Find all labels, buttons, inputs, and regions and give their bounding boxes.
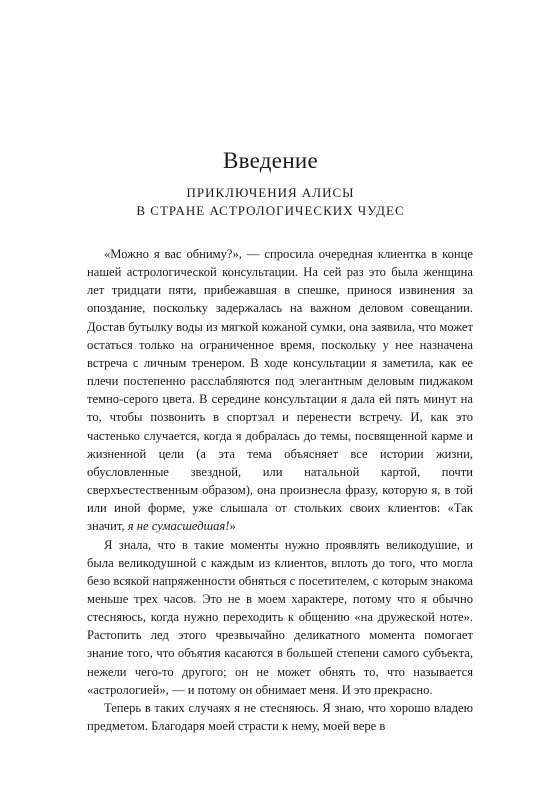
paragraph-2: Я знала, что в такие моменты нужно проявлять великодушие, и была великодушной с каждым из клиентов, вплоть до того, что могла безо всякой напряженности обняться с посетителем, с которым знакома меньше трех часов. Это не в моем характере, потому что я обычно стесняюсь, когда нужно переходить к общению «на дружеской ноте». Растопить лед этого чрезвычайно деликатного момента помогает знание того, что объятия касаются в большей степени самого субъекта, нежели чего-то другого; он не может обнять то, что называется «астрологией», — и потому он обнимает меня. И это прекрасно. <box>87 537 473 697</box>
paragraph-1 <box>87 245 473 536</box>
paragraph-1-text: «Можно я вас обниму?», — спросила очередная клиентка в конце нашей астрологической консультации. На сей раз это была женщина лет тридцати пяти, прибежавшая в спешке, принося извинения за опоздание, поскольку задержалась на важном деловом совещании. Достав бутылку воды из мягкой кожаной сумки, она заявила, что может остаться только на ограниченное время, поскольку у нее назначена встреча с личным тренером. В ходе консультации я заметила, как ее плечи постепенно расслабляются под элегантным деловым пиджаком темно-серого цвета. В середине консультации я дала ей пять минут на то, чтобы позвонить в спортзал и перенести встречу. И, как это частенько случается, когда я добралась до темы, посвященной карме и жизненной цели (а эта тема объясняет все истории жизни, обусловленные звездной, или натальной картой, почти сверхъестественным образом), она произнесла фразу, которую я, в той или иной форме, уже слышала от стольких своих клиентов: «Так значит, <box>87 247 473 534</box>
chapter-title: Введение <box>222 148 319 173</box>
body-text <box>87 245 473 735</box>
chapter-subtitle-line-2: В СТРАНЕ АСТРОЛОГИЧЕСКИХ ЧУДЕС <box>136 203 405 218</box>
paragraph-1-quote: я не сумасшедшая! <box>127 519 230 534</box>
paragraph-1-closing: » <box>229 519 236 534</box>
chapter-subtitle-line-1: ПРИКЛЮЧЕНИЯ АЛИСЫ <box>186 185 355 200</box>
paragraph-3: Теперь в таких случаях я не стесняюсь. Я знаю, что хорошо владею предметом. Благодаря моей страсти к нему, моей вере в <box>87 700 473 734</box>
